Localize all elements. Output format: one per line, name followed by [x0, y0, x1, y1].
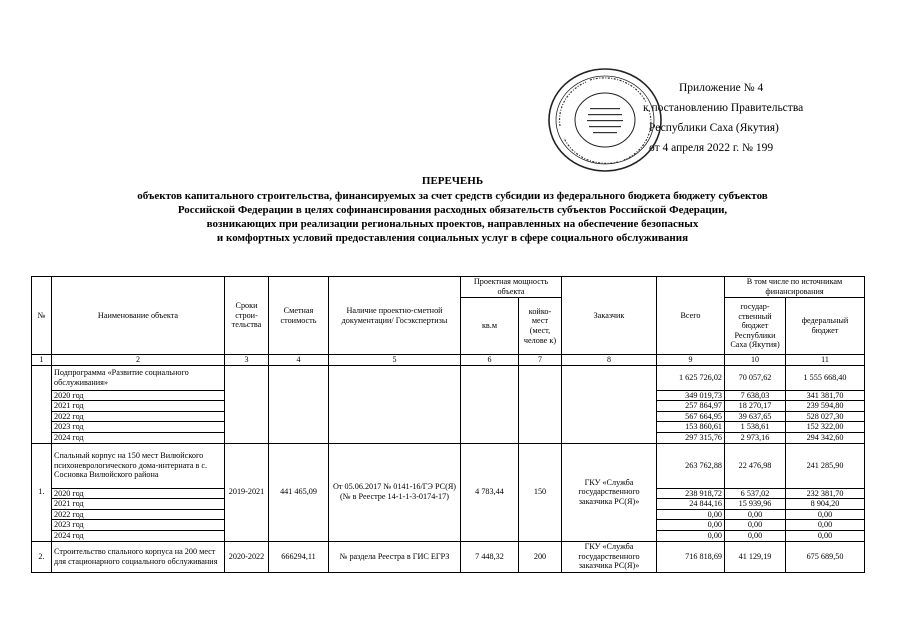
subprogram-federal: 1 555 668,40 — [786, 365, 865, 390]
header-sqm: кв.м — [461, 298, 519, 355]
header-name: Наименование объекта — [52, 277, 225, 355]
col-num-2: 2 — [52, 355, 225, 366]
object-2-docs: № раздела Реестра в ГИС ЕГРЗ — [329, 541, 461, 572]
year-total: 0,00 — [657, 520, 725, 531]
appendix-block — [643, 78, 873, 158]
header-total: Всего — [657, 277, 725, 355]
year-federal: 232 381,70 — [786, 488, 865, 499]
year-label: 2020 год — [52, 390, 225, 401]
year-label: 2021 год — [52, 499, 225, 510]
year-federal: 294 342,60 — [786, 432, 865, 443]
object-1-beds: 150 — [519, 443, 562, 541]
heading-title: ПЕРЕЧЕНЬ — [421, 175, 484, 187]
header-docs: Наличие проектно-сметной документации/ Госэкспертизы — [329, 277, 461, 355]
year-label: 2023 год — [52, 422, 225, 433]
year-label: 2020 год — [52, 488, 225, 499]
object-1-customer: ГКУ «Служба государственного заказчика РС(Я)» — [562, 443, 657, 541]
year-regional: 0,00 — [725, 530, 786, 541]
object-2-federal: 675 689,50 — [786, 541, 865, 572]
year-regional: 0,00 — [725, 509, 786, 520]
year-total: 257 864,97 — [657, 401, 725, 412]
year-total: 297 315,76 — [657, 432, 725, 443]
year-regional: 7 638,03 — [725, 390, 786, 401]
header-federal: федеральный бюджет — [786, 298, 865, 355]
year-federal: 0,00 — [786, 509, 865, 520]
col-num-1: 1 — [32, 355, 52, 366]
year-regional: 1 538,61 — [725, 422, 786, 433]
subprogram-customer — [562, 365, 657, 443]
year-federal: 528 027,30 — [786, 411, 865, 422]
header-sources: В том числе по источникам финансирования — [725, 277, 865, 298]
subprogram-beds — [519, 365, 562, 443]
subprogram-cost — [269, 365, 329, 443]
year-total: 238 918,72 — [657, 488, 725, 499]
object-2-beds: 200 — [519, 541, 562, 572]
col-num-8: 8 — [562, 355, 657, 366]
column-numbers-row — [32, 355, 865, 366]
object-2-sqm: 7 448,32 — [461, 541, 519, 572]
object-1-federal: 241 285,90 — [786, 443, 865, 488]
year-federal: 152 322,00 — [786, 422, 865, 433]
col-num-3: 3 — [225, 355, 269, 366]
year-total: 0,00 — [657, 530, 725, 541]
col-num-6: 6 — [461, 355, 519, 366]
table-header-row-1 — [32, 277, 865, 298]
year-federal: 0,00 — [786, 520, 865, 531]
object-1-regional: 22 476,98 — [725, 443, 786, 488]
heading-line-2: Российской Федерации в целях софинансирования расходных обязательств субъектов Российской Федерации, — [177, 204, 728, 216]
year-total: 0,00 — [657, 509, 725, 520]
col-num-9: 9 — [657, 355, 725, 366]
subprogram-term — [225, 365, 269, 443]
object-1-docs: От 05.06.2017 № 0141-16/ГЭ РС(Я) (№ в Реестре 14-1-1-3-0174-17) — [329, 443, 461, 541]
year-regional: 0,00 — [725, 520, 786, 531]
header-capacity: Проектная мощность объекта — [461, 277, 562, 298]
object-1-cost: 441 465,09 — [269, 443, 329, 541]
appendix-line-4: от 4 апреля 2022 г. № 199 — [649, 142, 774, 154]
header-no: № — [32, 277, 52, 355]
header-term: Сроки строи-тельства — [225, 277, 269, 355]
appendix-line-1: Приложение № 4 — [679, 82, 764, 94]
year-label: 2021 год — [52, 401, 225, 412]
header-regional: государ-ственный бюджет Республики Саха (Якутия) — [725, 298, 786, 355]
document-heading — [40, 174, 865, 245]
col-num-10: 10 — [725, 355, 786, 366]
col-num-7: 7 — [519, 355, 562, 366]
object-2-total: 716 818,69 — [657, 541, 725, 572]
year-total: 24 844,16 — [657, 499, 725, 510]
header-customer: Заказчик — [562, 277, 657, 355]
heading-line-3: возникающих при реализации региональных проектов, направленных на обеспечение безопасных — [206, 218, 699, 230]
appendix-line-3: Республики Саха (Якутия) — [649, 122, 779, 134]
year-total: 349 019,73 — [657, 390, 725, 401]
year-label: 2024 год — [52, 432, 225, 443]
year-regional: 15 939,96 — [725, 499, 786, 510]
subprogram-name: Подпрограмма «Развитие социального обслуживания» — [52, 365, 225, 390]
object-1-row — [32, 443, 865, 488]
subprogram-docs — [329, 365, 461, 443]
object-2-customer: ГКУ «Служба государственного заказчика РС(Я)» — [562, 541, 657, 572]
year-federal: 239 594,80 — [786, 401, 865, 412]
year-regional: 39 637,65 — [725, 411, 786, 422]
year-total: 153 860,61 — [657, 422, 725, 433]
object-1-sqm: 4 783,44 — [461, 443, 519, 541]
year-total: 567 664,95 — [657, 411, 725, 422]
subprogram-regional: 70 057,62 — [725, 365, 786, 390]
object-2-no: 2. — [32, 541, 52, 572]
object-2-term: 2020-2022 — [225, 541, 269, 572]
subprogram-no — [32, 365, 52, 443]
year-label: 2024 год — [52, 530, 225, 541]
year-label: 2022 год — [52, 509, 225, 520]
object-2-row — [32, 541, 865, 572]
col-num-11: 11 — [786, 355, 865, 366]
heading-line-4: и комфортных условий предоставления социальных услуг в сфере социального обслуживания — [216, 232, 689, 244]
header-cost: Сметная стоимость — [269, 277, 329, 355]
object-2-regional: 41 129,19 — [725, 541, 786, 572]
year-regional: 18 270,17 — [725, 401, 786, 412]
object-1-term: 2019-2021 — [225, 443, 269, 541]
object-1-total: 263 762,88 — [657, 443, 725, 488]
year-label: 2023 год — [52, 520, 225, 531]
heading-line-1: объектов капитального строительства, финансируемых за счет средств субсидии из федерального бюджета бюджету субъектов — [137, 190, 768, 202]
object-1-no: 1. — [32, 443, 52, 541]
year-regional: 6 537,02 — [725, 488, 786, 499]
subprogram-sqm — [461, 365, 519, 443]
object-2-name: Строительство спального корпуса на 200 мест для стационарного социального обслуживания — [52, 541, 225, 572]
subprogram-total: 1 625 726,02 — [657, 365, 725, 390]
object-2-cost: 666294,11 — [269, 541, 329, 572]
year-label: 2022 год — [52, 411, 225, 422]
appendix-line-2: к постановлению Правительства — [643, 102, 804, 114]
year-federal: 8 904,20 — [786, 499, 865, 510]
header-beds: койко-мест (мест, челове к) — [519, 298, 562, 355]
subprogram-row — [32, 365, 865, 390]
object-1-name: Спальный корпус на 150 мест Вилюйского психоневрологического дома-интерната в с. Сосновка Вилюйского района — [52, 443, 225, 488]
col-num-4: 4 — [269, 355, 329, 366]
year-regional: 2 973,16 — [725, 432, 786, 443]
col-num-5: 5 — [329, 355, 461, 366]
year-federal: 0,00 — [786, 530, 865, 541]
official-stamp — [546, 66, 664, 174]
objects-table — [31, 276, 865, 573]
year-federal: 341 381,70 — [786, 390, 865, 401]
